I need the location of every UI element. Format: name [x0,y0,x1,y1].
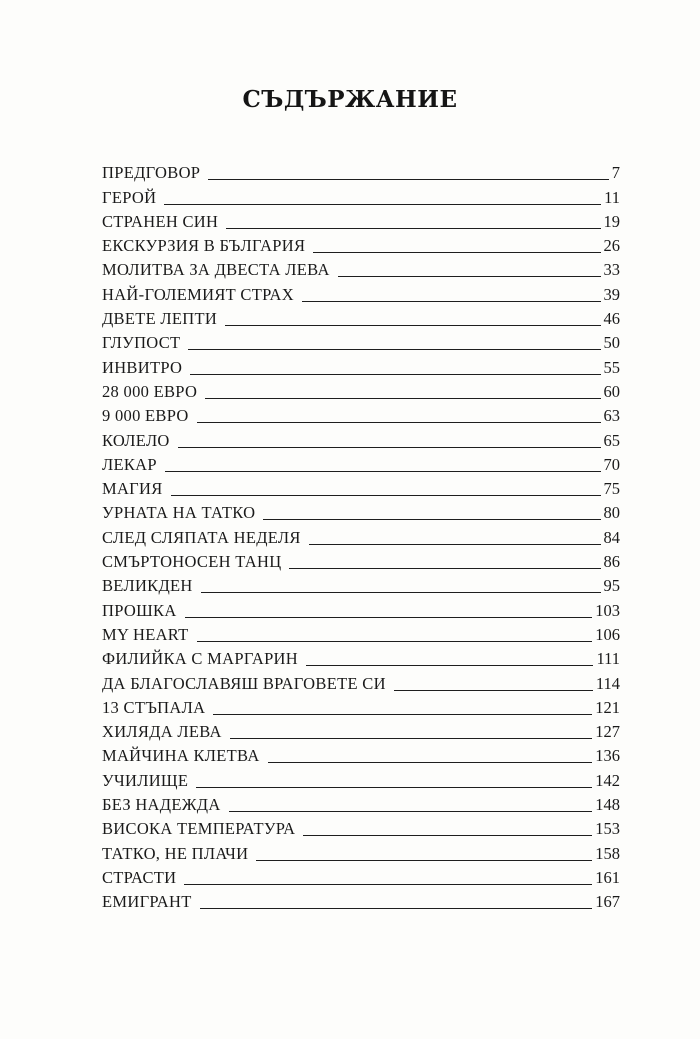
toc-entry-title: ГЕРОЙ [102,187,157,207]
toc-entry-page-number: 65 [603,430,620,450]
toc-leader-line [200,908,593,909]
toc-entry [102,378,620,402]
toc-entry-page-number: 26 [603,236,620,256]
toc-leader-line [201,592,601,593]
toc-entry-page-number: 55 [603,357,620,377]
toc-entry-title: ЕМИГРАНТ [102,892,192,912]
toc-entry-title: ВИСОКА ТЕМПЕРАТУРА [102,819,296,839]
toc-entry [102,791,620,815]
toc-entry-page-number: 39 [603,284,620,304]
toc-entry-page-number: 70 [603,454,620,474]
toc-entry [102,694,620,718]
toc-entry-page-number: 114 [595,673,620,693]
toc-entry [102,499,620,523]
toc-entry-page-number: 11 [604,187,620,207]
toc-leader-line [190,374,600,375]
toc-entry-page-number: 60 [603,381,620,401]
toc-entry [102,402,620,426]
toc-entry [102,232,620,256]
toc-entry [102,451,620,475]
toc-entry [102,475,620,499]
toc-entry-title: 13 СТЪПАЛА [102,697,206,717]
toc-entry-title: ФИЛИЙКА С МАРГАРИН [102,649,298,669]
toc-entry-title: 9 000 ЕВРО [102,406,189,426]
toc-entry-title: УРНАТА НА ТАТКО [102,503,256,523]
toc-entry-title: СЛЕД СЛЯПАТА НЕДЕЛЯ [102,527,301,547]
toc-entry-page-number: 111 [596,649,620,669]
toc-leader-line [213,714,592,715]
toc-entry-page-number: 153 [595,819,620,839]
toc-entry [102,426,620,450]
toc-entry [102,523,620,547]
toc-leader-line [205,398,600,399]
toc-entry [102,864,620,888]
toc-entry-page-number: 63 [603,406,620,426]
toc-entry-title: СТРАНЕН СИН [102,211,219,231]
page-title: СЪДЪРЖАНИЕ [242,86,458,113]
toc-entry-page-number: 167 [595,892,620,912]
toc-leader-line [289,568,600,569]
toc-entry [102,353,620,377]
toc-leader-line [178,447,601,448]
toc-entry [102,621,620,645]
toc-entry [102,766,620,790]
toc-entry-page-number: 86 [603,552,620,572]
toc-entry-page-number: 121 [595,697,620,717]
toc-entry-page-number: 46 [603,309,620,329]
toc-leader-line [394,690,593,691]
toc-leader-line [313,252,600,253]
table-of-contents [102,159,620,912]
toc-entry [102,280,620,304]
toc-entry [102,548,620,572]
toc-entry-title: СМЪРТОНОСЕН ТАНЦ [102,552,282,572]
toc-entry [102,669,620,693]
toc-leader-line [197,422,601,423]
toc-entry [102,839,620,863]
toc-entry [102,256,620,280]
toc-leader-line [225,325,600,326]
toc-entry-title: 28 000 ЕВРО [102,381,198,401]
toc-entry [102,159,620,183]
toc-entry-title: MY HEART [102,624,189,644]
toc-leader-line [338,276,601,277]
toc-leader-line [197,641,593,642]
toc-entry [102,718,620,742]
toc-entry-title: БЕЗ НАДЕЖДА [102,795,221,815]
toc-entry [102,572,620,596]
toc-entry-page-number: 158 [595,843,620,863]
toc-entry [102,815,620,839]
toc-leader-line [230,738,592,739]
toc-entry-title: ПРОШКА [102,600,177,620]
toc-entry-page-number: 95 [603,576,620,596]
toc-entry-page-number: 7 [611,163,620,183]
toc-entry [102,305,620,329]
toc-entry-page-number: 19 [603,211,620,231]
toc-entry [102,645,620,669]
toc-entry-page-number: 136 [595,746,620,766]
toc-entry-title: ЛЕКАР [102,454,157,474]
toc-entry-page-number: 106 [595,624,620,644]
toc-entry-title: МАГИЯ [102,479,163,499]
toc-entry-title: УЧИЛИЩЕ [102,770,189,790]
toc-entry-page-number: 148 [595,795,620,815]
toc-leader-line [184,884,592,885]
toc-entry-page-number: 50 [603,333,620,353]
toc-entry-title: МАЙЧИНА КЛЕТВА [102,746,260,766]
toc-leader-line [302,301,601,302]
toc-entry [102,888,620,912]
toc-leader-line [185,617,593,618]
toc-entry-title: ТАТКО, НЕ ПЛАЧИ [102,843,249,863]
toc-entry-title: МОЛИТВА ЗА ДВЕСТА ЛЕВА [102,260,330,280]
toc-entry-title: ЕКСКУРЗИЯ В БЪЛГАРИЯ [102,236,306,256]
toc-leader-line [226,228,600,229]
toc-leader-line [188,349,600,350]
toc-entry-page-number: 75 [603,479,620,499]
toc-leader-line [256,860,592,861]
toc-leader-line [208,179,608,180]
toc-entry-title: ХИЛЯДА ЛЕВА [102,722,222,742]
toc-leader-line [306,665,593,666]
toc-entry-title: ПРЕДГОВОР [102,163,201,183]
toc-leader-line [303,835,592,836]
toc-leader-line [171,495,601,496]
toc-leader-line [268,762,593,763]
toc-entry [102,183,620,207]
toc-entry-title: ДА БЛАГОСЛАВЯШ ВРАГОВЕТЕ СИ [102,673,386,693]
toc-entry-title: КОЛЕЛО [102,430,170,450]
toc-entry-page-number: 103 [595,600,620,620]
toc-entry-title: ДВЕТЕ ЛЕПТИ [102,309,218,329]
toc-entry-page-number: 33 [603,260,620,280]
toc-entry [102,742,620,766]
toc-leader-line [164,204,601,205]
toc-entry [102,208,620,232]
toc-entry-title: ИНВИТРО [102,357,183,377]
toc-leader-line [229,811,593,812]
toc-entry-page-number: 84 [603,527,620,547]
toc-entry-title: ВЕЛИКДЕН [102,576,193,596]
toc-entry-page-number: 127 [595,722,620,742]
toc-leader-line [309,544,601,545]
toc-entry-title: НАЙ-ГОЛЕМИЯТ СТРАХ [102,284,294,304]
toc-entry [102,596,620,620]
toc-entry-title: ГЛУПОСТ [102,333,181,353]
toc-leader-line [165,471,601,472]
toc-entry-title: СТРАСТИ [102,867,177,887]
toc-leader-line [196,787,592,788]
toc-entry-page-number: 142 [595,770,620,790]
toc-entry-page-number: 161 [595,867,620,887]
toc-entry [102,329,620,353]
toc-entry-page-number: 80 [603,503,620,523]
toc-leader-line [263,519,600,520]
